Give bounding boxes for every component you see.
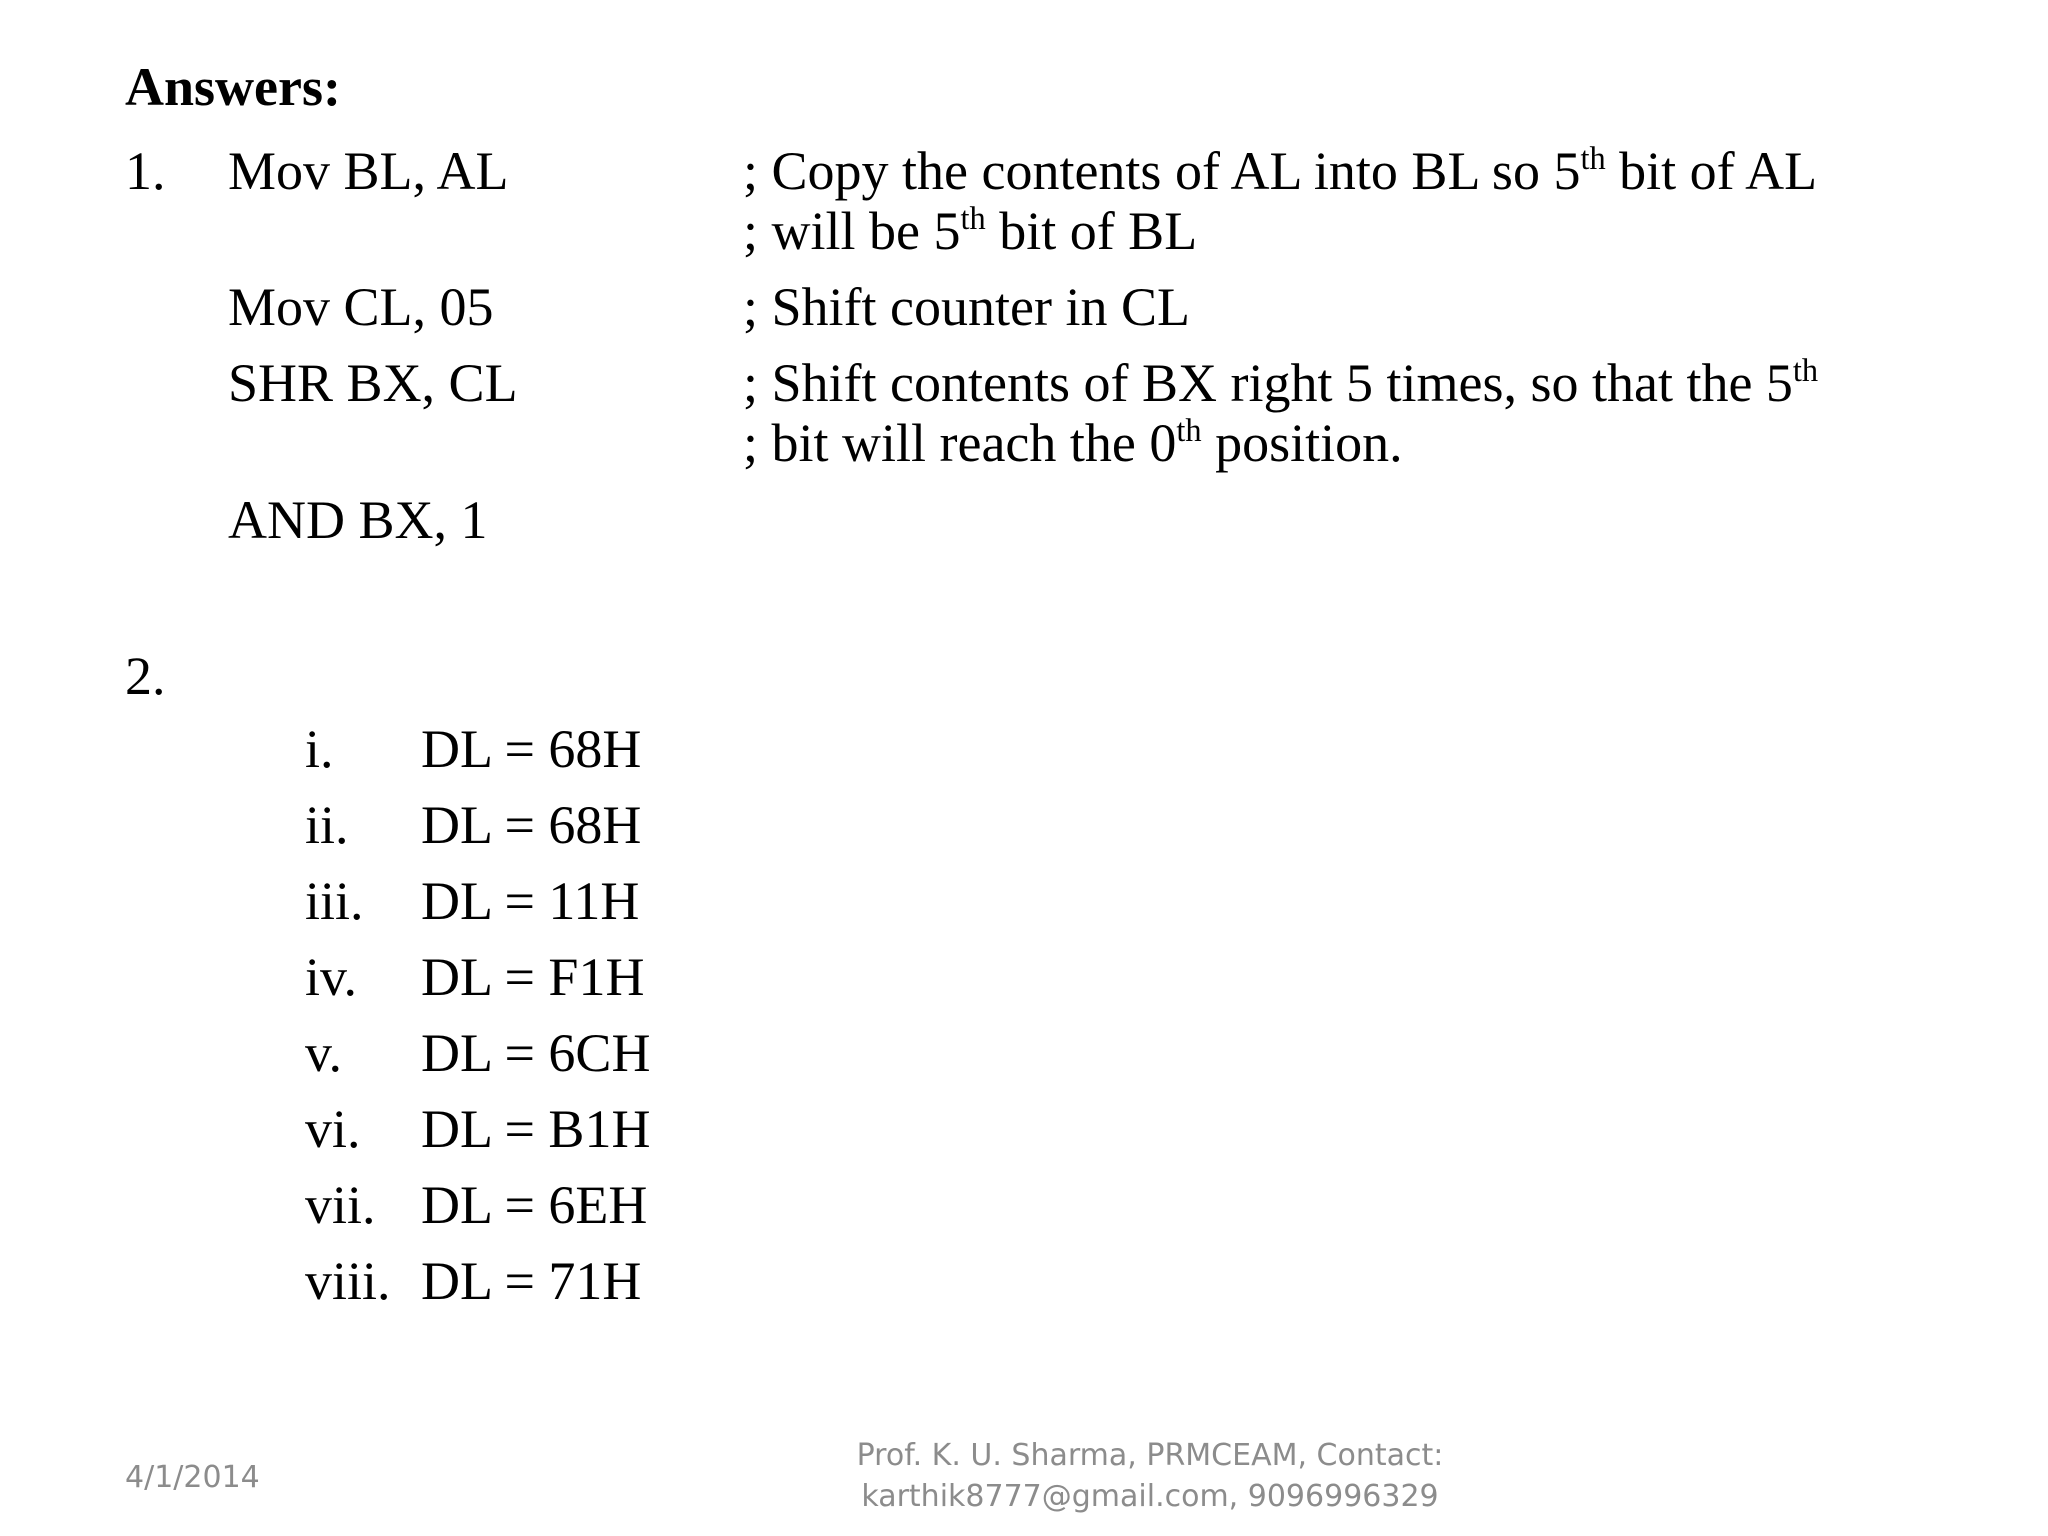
footer-date: 4/1/2014 <box>125 1460 260 1495</box>
q1-code-line-1: Mov BL, AL <box>228 141 509 201</box>
q1-code-line-4: SHR BX, CL <box>228 353 518 413</box>
q2-item-value: DL = B1H <box>421 1099 651 1159</box>
q2-item-label: vi. <box>305 1099 361 1159</box>
q1-comment-line-3: ; Shift counter in CL <box>743 277 1190 337</box>
q2-item-value: DL = F1H <box>421 947 645 1007</box>
q1-comment-line-1: ; Copy the contents of AL into BL so 5th bit of AL <box>743 140 1818 201</box>
q2-item-label: vii. <box>305 1175 376 1235</box>
q2-item-label: v. <box>305 1023 342 1083</box>
q1-code-line-3: Mov CL, 05 <box>228 277 494 337</box>
q1-comment-line-4: ; Shift contents of BX right 5 times, so that the 5th <box>743 352 1819 413</box>
q2-item-label: viii. <box>305 1251 391 1311</box>
q2-item-label: ii. <box>305 795 349 855</box>
answers-heading: Answers: <box>125 57 341 117</box>
q2-item-value: DL = 6CH <box>421 1023 651 1083</box>
q2-item-label: iii. <box>305 871 364 931</box>
q1-comment-line-2: ; will be 5th bit of BL <box>743 200 1198 261</box>
footer-credit-line-1: Prof. K. U. Sharma, PRMCEAM, Contact: <box>856 1438 1444 1473</box>
q2-item-label: iv. <box>305 947 357 1007</box>
q2-item-value: DL = 71H <box>421 1251 642 1311</box>
footer-credit <box>650 1436 1650 1517</box>
q2-item-value: DL = 11H <box>421 871 640 931</box>
q1-comment-line-5: ; bit will reach the 0th position. <box>743 412 1403 473</box>
q2-item-value: DL = 68H <box>421 719 642 779</box>
q2-number: 2. <box>125 646 166 706</box>
q2-item-label: i. <box>305 719 334 779</box>
q2-item-value: DL = 6EH <box>421 1175 648 1235</box>
q1-number: 1. <box>125 141 166 201</box>
q2-item-value: DL = 68H <box>421 795 642 855</box>
footer-credit-line-2: karthik8777@gmail.com, 9096996329 <box>861 1478 1439 1514</box>
q1-code-line-6: AND BX, 1 <box>228 490 488 550</box>
